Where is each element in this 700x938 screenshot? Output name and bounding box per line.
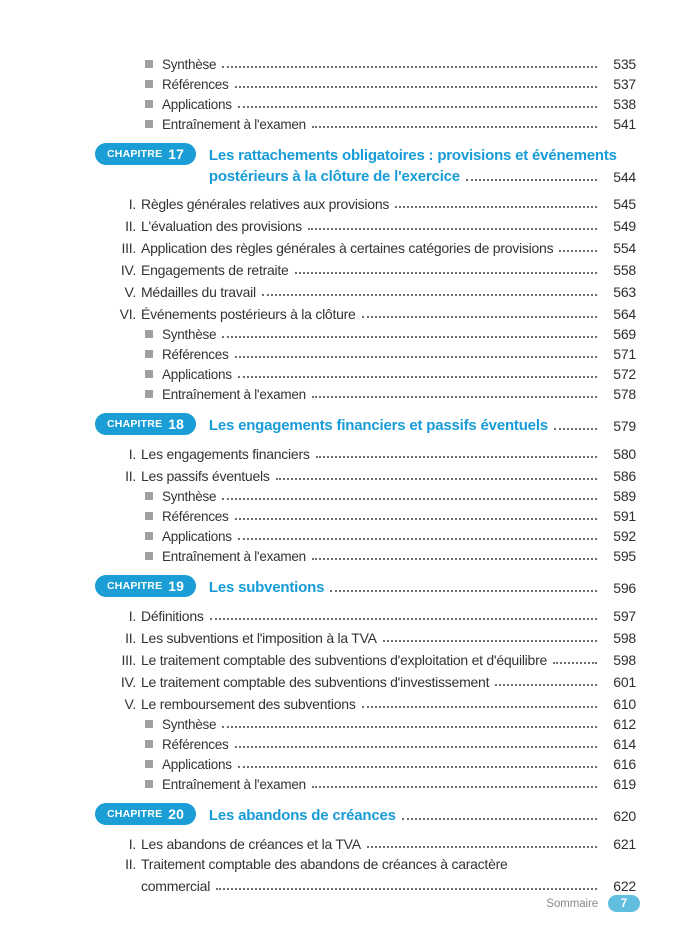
chapter-heading xyxy=(95,803,636,825)
dot-leader xyxy=(235,86,597,88)
chapter-title-line xyxy=(209,413,636,434)
page-number: 579 xyxy=(613,418,636,434)
toc-sub-item-label: Applications xyxy=(162,757,232,772)
toc-item-label: Les engagements financiers xyxy=(141,446,310,462)
dot-leader xyxy=(466,179,597,181)
toc-sub-item-label: Applications xyxy=(162,97,232,112)
chapter-badge xyxy=(95,803,196,825)
dot-leader xyxy=(222,498,597,500)
dot-leader xyxy=(367,846,597,848)
chapter-title xyxy=(209,143,636,185)
toc-item-numeral: V. xyxy=(124,284,136,300)
page-number: 622 xyxy=(613,878,636,894)
dot-leader xyxy=(362,316,597,318)
chapter-title xyxy=(209,413,636,434)
toc-item-label: Règles générales relatives aux provisions xyxy=(141,196,390,212)
square-bullet-icon xyxy=(145,370,153,378)
dot-leader xyxy=(238,376,597,378)
page-number: 541 xyxy=(613,116,636,132)
toc-sub-item xyxy=(145,72,636,92)
square-bullet-icon xyxy=(145,740,153,748)
chapter-heading xyxy=(95,143,636,185)
square-bullet-icon xyxy=(145,512,153,520)
page-number: 592 xyxy=(613,528,636,544)
chapter-title xyxy=(209,803,636,824)
toc-item-numeral: I. xyxy=(128,196,136,212)
chapter-title-line xyxy=(209,164,636,185)
page-number: 564 xyxy=(613,306,636,322)
page-number: 549 xyxy=(613,218,636,234)
toc-item xyxy=(95,602,636,624)
chapter-title-line xyxy=(209,143,636,164)
chapter-badge-number: 17 xyxy=(168,146,184,162)
chapter-title-line xyxy=(209,803,636,824)
chapter-badge-word: CHAPITRE xyxy=(107,148,163,160)
dot-leader xyxy=(222,66,597,68)
chapter-heading xyxy=(95,413,636,435)
dot-leader xyxy=(210,618,597,620)
dot-leader xyxy=(235,356,597,358)
toc-sub-item xyxy=(145,362,636,382)
toc-sub-item xyxy=(145,752,636,772)
page-number: 597 xyxy=(613,608,636,624)
toc-item xyxy=(95,872,636,894)
toc-item-numeral: III. xyxy=(121,652,136,668)
chapter-badge xyxy=(95,575,196,597)
toc-item xyxy=(95,646,636,668)
square-bullet-icon xyxy=(145,780,153,788)
toc-item-numeral: I. xyxy=(128,836,136,852)
chapter-badge-word: CHAPITRE xyxy=(107,808,163,820)
dot-leader xyxy=(312,558,597,560)
page-number: 572 xyxy=(613,366,636,382)
dot-leader xyxy=(312,396,597,398)
dot-leader xyxy=(238,766,597,768)
dot-leader xyxy=(495,684,597,686)
footer-section-label: Sommaire xyxy=(546,897,598,910)
toc-sub-item xyxy=(145,484,636,504)
toc-sub-item-label: Applications xyxy=(162,367,232,382)
toc-sub-item xyxy=(145,772,636,792)
toc-item-label: Les subventions et l'imposition à la TVA xyxy=(141,630,377,646)
square-bullet-icon xyxy=(145,80,153,88)
chapter-title-line xyxy=(209,575,636,596)
toc-item-numeral: VI. xyxy=(119,306,136,322)
dot-leader xyxy=(402,818,597,820)
page-number: 589 xyxy=(613,488,636,504)
toc-item-label: Les passifs éventuels xyxy=(141,468,270,484)
dot-leader xyxy=(330,590,597,592)
toc-item xyxy=(95,190,636,212)
chapter-title xyxy=(209,575,636,596)
toc-item-numeral: III. xyxy=(121,240,136,256)
page-number: 554 xyxy=(613,240,636,256)
toc-sub-item-label: Synthèse xyxy=(162,327,217,342)
toc-item xyxy=(95,440,636,462)
toc-item xyxy=(95,234,636,256)
toc-sub-item-label: Entraînement à l'examen xyxy=(162,117,306,132)
dot-leader xyxy=(222,336,597,338)
dot-leader xyxy=(362,706,597,708)
page-number: 569 xyxy=(613,326,636,342)
toc-item xyxy=(95,668,636,690)
chapter-badge xyxy=(95,413,196,435)
page-number: 580 xyxy=(613,446,636,462)
toc-item-numeral: II. xyxy=(125,468,136,484)
toc-item xyxy=(95,256,636,278)
dot-leader xyxy=(222,726,597,728)
toc-item-numeral: II. xyxy=(125,218,136,234)
toc-item xyxy=(95,852,636,872)
toc-item-label: Le traitement comptable des subventions d'investissement xyxy=(141,674,490,690)
page-number: 537 xyxy=(613,76,636,92)
page-number: 558 xyxy=(613,262,636,278)
page-number: 595 xyxy=(613,548,636,564)
toc-item-numeral: V. xyxy=(124,696,136,712)
square-bullet-icon xyxy=(145,120,153,128)
toc-item-numeral: II. xyxy=(125,630,136,646)
page-number: 578 xyxy=(613,386,636,402)
chapter-title-text: Les subventions xyxy=(208,579,325,596)
square-bullet-icon xyxy=(145,760,153,768)
page-number: 598 xyxy=(613,630,636,646)
dot-leader xyxy=(308,228,597,230)
toc-item-label: commercial xyxy=(141,878,211,894)
toc-item-label: Le traitement comptable des subventions d'exploitation et d'équilibre xyxy=(141,652,548,668)
page-number: 621 xyxy=(613,836,636,852)
toc-item-numeral: IV. xyxy=(120,262,136,278)
toc-item-label: Le remboursement des subventions xyxy=(141,696,356,712)
square-bullet-icon xyxy=(145,720,153,728)
chapter-heading xyxy=(95,575,636,597)
square-bullet-icon xyxy=(145,492,153,500)
chapter-title-text: postérieurs à la clôture de l'exercice xyxy=(208,168,460,185)
dot-leader xyxy=(395,206,597,208)
chapter-title-text: Les rattachements obligatoires : provisions et événements xyxy=(208,147,617,164)
page-number: 545 xyxy=(613,196,636,212)
page-number: 571 xyxy=(613,346,636,362)
chapter-title-text: Les abandons de créances xyxy=(208,807,396,824)
toc-item-numeral: I. xyxy=(128,608,136,624)
toc-item-label: Traitement comptable des abandons de créances à caractère xyxy=(141,856,508,872)
toc-sub-item-label: Synthèse xyxy=(162,57,217,72)
chapter-badge-number: 19 xyxy=(168,578,184,594)
toc-sub-item-label: Références xyxy=(162,77,229,92)
toc-item-numeral: IV. xyxy=(120,674,136,690)
dot-leader xyxy=(383,640,597,642)
toc-sub-item xyxy=(145,382,636,402)
chapter-badge xyxy=(95,143,196,165)
page-number: 544 xyxy=(613,169,636,185)
toc-sub-item-label: Références xyxy=(162,737,229,752)
toc-sub-item-label: Références xyxy=(162,509,229,524)
toc-item-label: Événements postérieurs à la clôture xyxy=(141,306,356,322)
toc-item-label: Application des règles générales à certaines catégories de provisions xyxy=(141,240,554,256)
dot-leader xyxy=(312,786,597,788)
square-bullet-icon xyxy=(145,330,153,338)
toc-item xyxy=(95,830,636,852)
toc-sub-item xyxy=(145,92,636,112)
toc-sub-item-label: Entraînement à l'examen xyxy=(162,777,306,792)
toc-sub-item-label: Synthèse xyxy=(162,717,217,732)
page-number: 586 xyxy=(613,468,636,484)
chapter-badge-number: 18 xyxy=(168,416,184,432)
footer-page-badge: 7 xyxy=(608,895,640,912)
dot-leader xyxy=(238,106,597,108)
page-number: 538 xyxy=(613,96,636,112)
square-bullet-icon xyxy=(145,552,153,560)
page-number: 563 xyxy=(613,284,636,300)
square-bullet-icon xyxy=(145,390,153,398)
toc-sub-item xyxy=(145,524,636,544)
toc-sub-item-label: Entraînement à l'examen xyxy=(162,387,306,402)
toc-sub-item-label: Références xyxy=(162,347,229,362)
square-bullet-icon xyxy=(145,532,153,540)
toc-sub-item-label: Synthèse xyxy=(162,489,217,504)
toc-item-label: Médailles du travail xyxy=(141,284,256,300)
toc-item-numeral: II. xyxy=(125,856,136,872)
page-number: 610 xyxy=(613,696,636,712)
chapter-badge-word: CHAPITRE xyxy=(107,418,163,430)
dot-leader xyxy=(553,662,597,664)
toc-item xyxy=(95,278,636,300)
toc-sub-item xyxy=(145,504,636,524)
toc-sub-item xyxy=(145,342,636,362)
page-number: 535 xyxy=(613,56,636,72)
dot-leader xyxy=(238,538,597,540)
page-number: 596 xyxy=(613,580,636,596)
dot-leader xyxy=(216,888,597,890)
toc-item xyxy=(95,212,636,234)
dot-leader xyxy=(235,518,597,520)
page-number: 601 xyxy=(613,674,636,690)
toc-sub-item xyxy=(145,544,636,564)
toc-item-label: Les abandons de créances et la TVA xyxy=(141,836,361,852)
dot-leader xyxy=(235,746,597,748)
toc-sub-item-label: Entraînement à l'examen xyxy=(162,549,306,564)
toc-item xyxy=(95,462,636,484)
footer xyxy=(546,895,640,912)
toc-item-label: Définitions xyxy=(141,608,204,624)
toc-sub-item xyxy=(145,732,636,752)
dot-leader xyxy=(262,294,597,296)
dot-leader xyxy=(276,478,597,480)
chapter-badge-word: CHAPITRE xyxy=(107,580,163,592)
toc-item xyxy=(95,690,636,712)
toc-sub-item-label: Applications xyxy=(162,529,232,544)
dot-leader xyxy=(312,126,597,128)
page-number: 598 xyxy=(613,652,636,668)
page-number: 614 xyxy=(613,736,636,752)
toc-item-label: Engagements de retraite xyxy=(141,262,289,278)
toc-item-numeral: I. xyxy=(128,446,136,462)
page-number: 620 xyxy=(613,808,636,824)
dot-leader xyxy=(554,428,597,430)
toc-sub-item xyxy=(145,322,636,342)
square-bullet-icon xyxy=(145,350,153,358)
page-number: 619 xyxy=(613,776,636,792)
table-of-contents xyxy=(95,52,636,894)
toc-sub-item xyxy=(145,712,636,732)
dot-leader xyxy=(559,250,597,252)
toc-sub-item xyxy=(145,52,636,72)
square-bullet-icon xyxy=(145,60,153,68)
toc-item xyxy=(95,300,636,322)
square-bullet-icon xyxy=(145,100,153,108)
dot-leader xyxy=(295,272,597,274)
toc-item-label: L'évaluation des provisions xyxy=(141,218,302,234)
chapter-badge-number: 20 xyxy=(168,806,184,822)
chapter-title-text: Les engagements financiers et passifs éventuels xyxy=(208,417,548,434)
page-number: 616 xyxy=(613,756,636,772)
toc-item xyxy=(95,624,636,646)
page-number: 591 xyxy=(613,508,636,524)
toc-sub-item xyxy=(145,112,636,132)
dot-leader xyxy=(316,456,597,458)
page-number: 612 xyxy=(613,716,636,732)
